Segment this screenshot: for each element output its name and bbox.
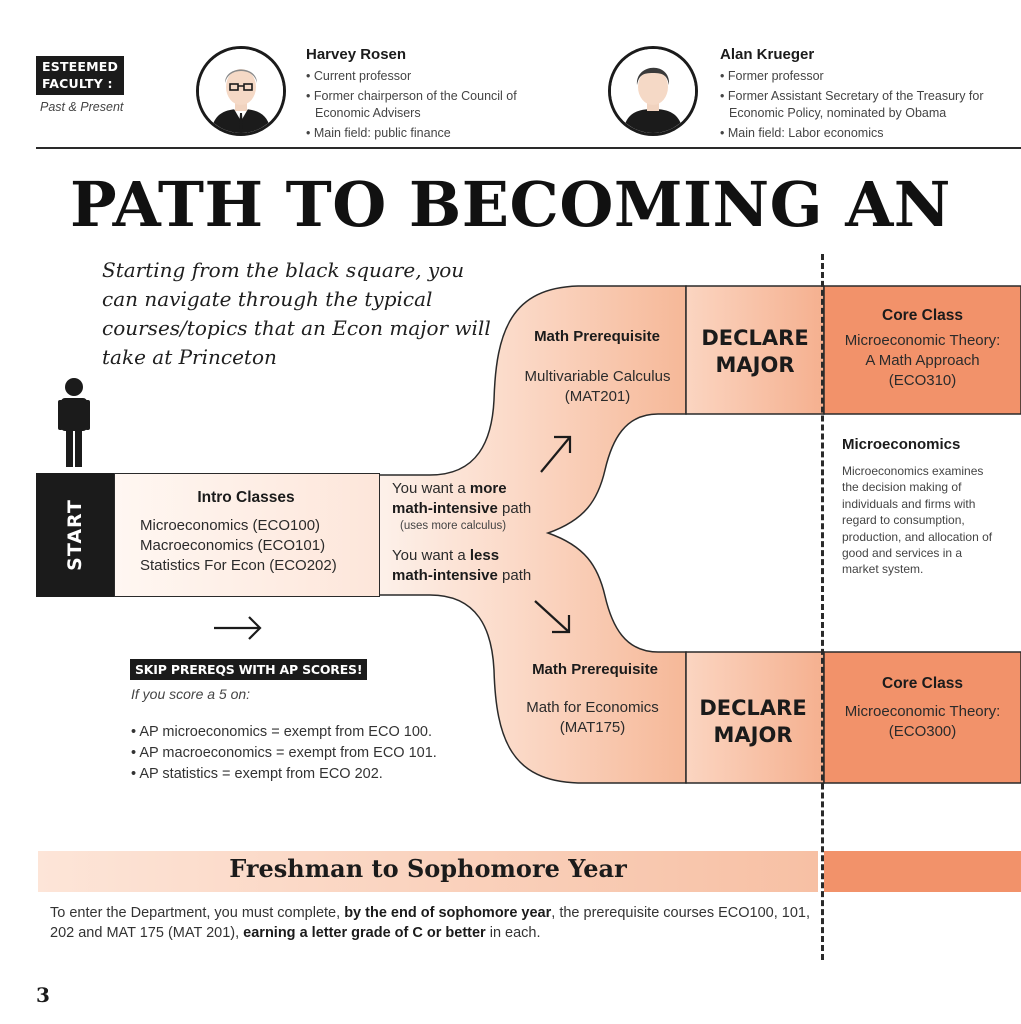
requirement-text: To enter the Department, you must complete, by the end of sophomore year, the prerequisite courses ECO100, 101, 202 and MAT 175 (MAT 201), earning a letter grade of C or better in each. (50, 905, 810, 941)
intro-text: Starting from the black square, you can navigate through the typical courses/topics that an Econ major will take at Princeton (102, 258, 491, 369)
esteemed-subtitle: Past & Present (40, 100, 124, 114)
lower-math-course: Math for Economics (MAT175) (526, 699, 659, 736)
lower-math-title: Math Prerequisite (532, 661, 658, 678)
person-standing-icon (58, 378, 90, 467)
course-item: Microeconomics (ECO100) (140, 517, 321, 534)
declare-major-lower: DECLARE MAJOR (699, 696, 807, 747)
ap-exemptions-list (131, 722, 437, 785)
arrow-right-icon (214, 617, 260, 639)
faculty-name-rosen: Harvey Rosen (306, 46, 407, 63)
list-item: • Main field: public finance (306, 126, 451, 140)
upper-core-course: Microeconomic Theory: A Math Approach (ECO310) (844, 332, 1001, 389)
list-item: • Former professor (720, 69, 824, 83)
skip-prereqs-subtitle: If you score a 5 on: (131, 686, 251, 702)
upper-core-title: Core Class (882, 307, 963, 324)
intro-classes-title: Intro Classes (197, 489, 295, 506)
list-item: • AP macroeconomics = exempt from ECO 101. (131, 745, 437, 761)
esteemed-tag-line1: ESTEEMED (42, 59, 119, 74)
esteemed-tag-line2: FACULTY : (42, 76, 113, 91)
list-item: • AP statistics = exempt from ECO 202. (131, 766, 383, 782)
page-title: PATH TO BECOMING AN (70, 168, 951, 241)
microeconomics-title: Microeconomics (842, 436, 961, 453)
intro-courses-list (140, 516, 337, 576)
lower-core-title: Core Class (882, 675, 963, 692)
year-band-title: Freshman to Sophomore Year (229, 854, 627, 883)
list-item: • Current professor (306, 69, 412, 83)
upper-math-course: Multivariable Calculus (MAT201) (524, 368, 671, 405)
page-number: 3 (36, 983, 50, 1007)
list-item: • Former chairperson of the Council of Economic Advisers (306, 89, 517, 120)
branch-less-math: You want a less math-intensive path (392, 547, 532, 584)
lower-core-course: Microeconomic Theory: (ECO300) (844, 703, 1001, 740)
course-item: Statistics For Econ (ECO202) (140, 557, 337, 574)
branch-more-note: (uses more calculus) (400, 520, 507, 532)
skip-prereqs-tag: SKIP PREREQS WITH AP SCORES! (130, 659, 367, 680)
year-band-accent (824, 851, 1021, 892)
declare-major-upper: DECLARE MAJOR (701, 326, 809, 377)
branch-more-math: You want a more math-intensive path (392, 480, 532, 517)
list-item: • Former Assistant Secretary of the Treasury for Economic Policy, nominated by Obama (720, 89, 984, 120)
course-item: Macroeconomics (ECO101) (140, 537, 326, 554)
start-label-wrap (36, 473, 114, 597)
microeconomics-description: Microeconomics examines the decision making of individuals and firms with regard to consumption, production, and allocation of good and services in a market system. (842, 464, 993, 577)
start-label: START (64, 499, 86, 571)
faculty-name-krueger: Alan Krueger (720, 46, 815, 63)
list-item: • Main field: Labor economics (720, 126, 884, 140)
list-item: • AP microeconomics = exempt from ECO 100. (131, 724, 432, 740)
upper-math-title: Math Prerequisite (534, 328, 660, 345)
